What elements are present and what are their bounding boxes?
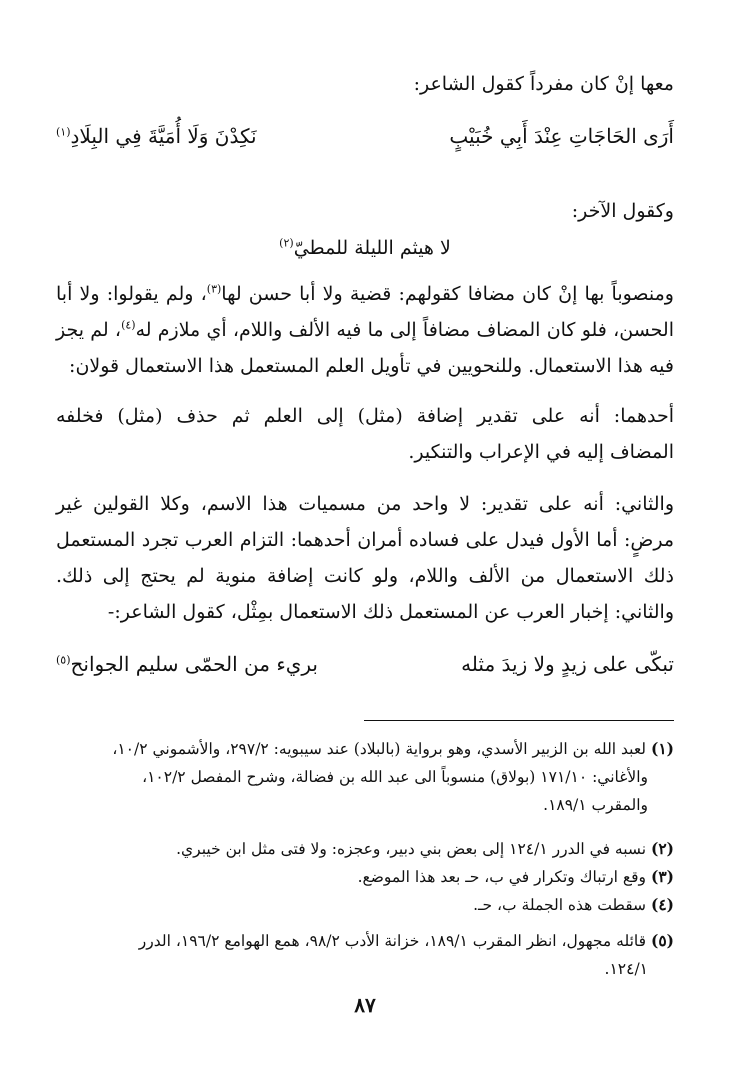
verse-1-second-hemistich <box>56 122 257 150</box>
footnote-separator <box>364 720 674 721</box>
body-line-12: والثاني: إخبار العرب عن المستعمل ذلك الاستعمال بمِثْل، كقول الشاعر:- <box>107 601 674 623</box>
body-line-4-part-a: ومنصوباً بها إنْ كان مضافا كقولهم: قضية ولا أبا حسن لها <box>221 283 674 305</box>
footnote-4 <box>56 892 674 918</box>
body-line-4 <box>56 280 674 308</box>
footnote-5-text-1: قائله مجهول، انظر المقرب ١٨٩/١، خزانة الأدب ٩٨/٢، همع الهوامع ١٩٦/٢، الدرر <box>138 932 647 950</box>
body-line-5 <box>56 316 674 344</box>
body-line-8: المضاف إليه في الإعراب والتنكير. <box>408 441 674 463</box>
footnote-4-number: (٤) <box>650 895 674 914</box>
footnote-4-text: سقطت هذه الجملة ب، حـ. <box>473 896 647 914</box>
footnote-1-line-1 <box>56 736 674 762</box>
body-line-9: والثاني: أنه على تقدير: لا واحد من مسميات هذا الاسم، وكلا القولين غير <box>56 493 674 515</box>
footnote-1-text-1: لعبد الله بن الزبير الأسدي، وهو برواية (بالبلاد) عند سيبويه: ٢٩٧/٢، والأشموني ١٠/٢، <box>112 740 647 758</box>
footnote-1-number: (١) <box>650 739 674 758</box>
footnote-3-number: (٣) <box>650 867 674 886</box>
body-line-3 <box>56 234 674 262</box>
footnote-1-line-3: والمقرب ١٨٩/١. <box>543 796 648 814</box>
body-line-4-part-b: ، ولم يقولوا: ولا أبا <box>56 283 207 305</box>
verse-2-second-text: بريء من الحمّى سليم الجوانح <box>70 652 318 676</box>
footnote-ref-2[interactable]: (٢) <box>279 236 294 250</box>
footnote-5-number: (٥) <box>650 931 674 950</box>
page-number: ٨٧ <box>354 993 376 1017</box>
footnote-5-line-1 <box>56 928 674 954</box>
footnote-ref-5[interactable]: (٥) <box>56 653 71 667</box>
footnote-5-line-2: ١٢٤/١. <box>604 960 648 978</box>
footnote-1-line-2: والأغاني: ١٧١/١٠ (بولاق) منسوباً الى عبد الله بن فضالة، وشرح المفصل ١٠٢/٢، <box>142 768 648 786</box>
footnote-ref-4[interactable]: (٤) <box>121 318 136 332</box>
body-line-7: أحدهما: أنه على تقدير إضافة (مثل) إلى العلم ثم حذف (مثل) فخلفه <box>56 405 674 427</box>
body-line-1: معها إنْ كان مفرداً كقول الشاعر: <box>413 73 674 95</box>
body-line-5-part-b: ، لم يجز <box>56 319 122 341</box>
footnote-2-text: نسبه في الدرر ١٢٤/١ إلى بعض بني دبير، وعجزه: ولا فتى مثل ابن خيبري. <box>176 840 647 858</box>
body-line-2: وكقول الآخر: <box>571 200 674 222</box>
verse-1-first-hemistich: أَرَى الحَاجَاتِ عِنْدَ أَبِي خُبَيْبٍ <box>449 124 674 148</box>
verse-2-first-hemistich: تبكّى على زيدٍ ولا زيدَ مثله <box>461 652 674 676</box>
body-line-11: ذلك الاستعمال من الألف واللام، ولو كانت إضافة منوية لم يحتج إلى ذلك. <box>56 565 674 587</box>
footnote-2 <box>56 836 674 862</box>
verse-2 <box>56 650 674 680</box>
body-line-5-part-a: الحسن، فلو كان المضاف مضافاً إلى ما فيه الألف واللام، أي ملازم له <box>135 319 674 341</box>
body-line-6: فيه هذا الاستعمال. وللنحويين في تأويل العلم المستعمل هذا الاستعمال قولان: <box>69 355 674 377</box>
verse-2-second-hemistich <box>56 650 318 678</box>
footnote-ref-3[interactable]: (٣) <box>206 282 222 296</box>
body-line-10: مرضٍ: أما الأول فيدل على فساده أمران أحدهما: التزام العرب تجرد المستعمل <box>56 529 674 551</box>
half-verse-text: لا هيثم الليلة للمطيّ <box>293 237 451 259</box>
verse-1 <box>56 122 674 152</box>
footnote-3 <box>56 864 674 890</box>
footnote-3-text: وقع ارتباك وتكرار في ب، حـ بعد هذا الموضع. <box>357 868 647 886</box>
footnote-2-number: (٢) <box>650 839 674 858</box>
footnote-ref-1[interactable]: (١) <box>56 125 71 139</box>
verse-1-second-text: نَكِدْنَ وَلَا أُمَيَّةَ فِي البِلَادِ <box>70 124 257 148</box>
